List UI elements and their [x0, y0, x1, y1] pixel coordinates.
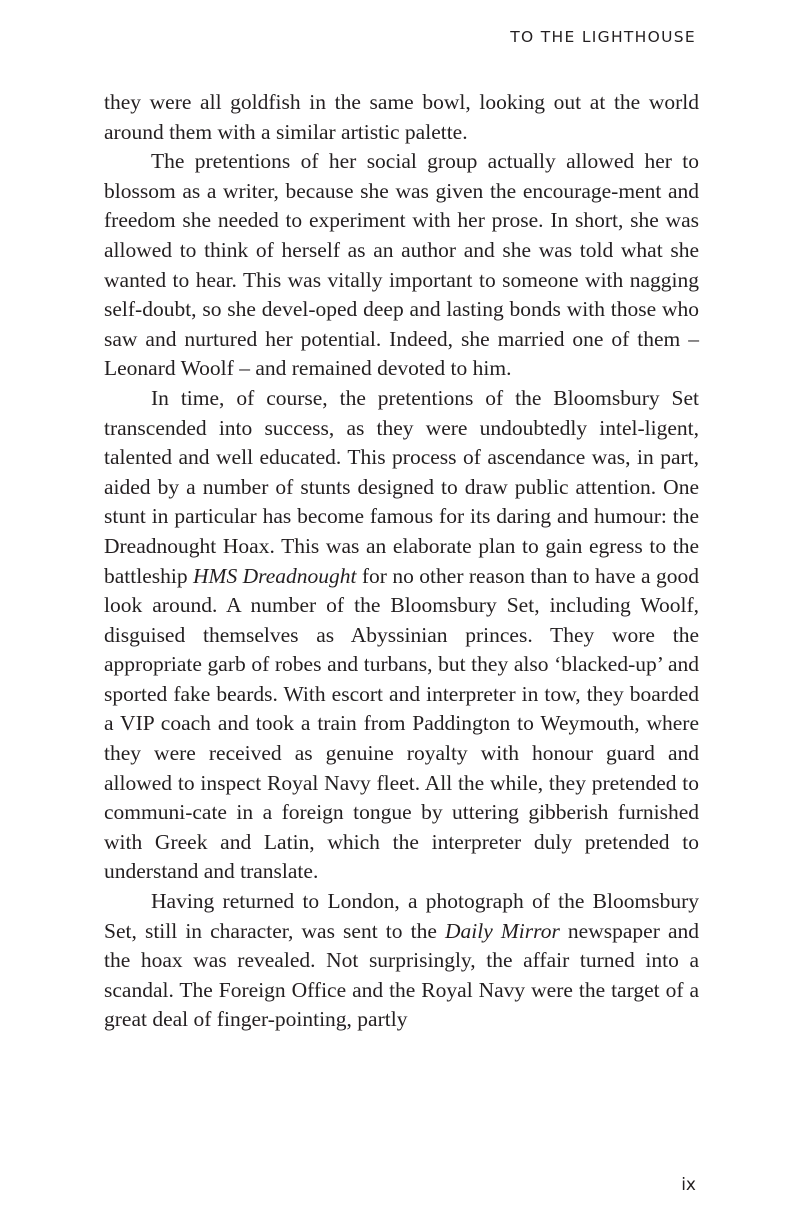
page-body	[104, 88, 699, 1035]
paragraph-3-text-a: In time, of course, the pretentions of the Bloomsbury Set transcended into success, as they were undoubtedly intel-ligent, talented and well educated. This process of ascendance was, in part, aided by a number of stunts designed to draw public attention. One stunt in particular has become famous for its daring and humour: the Dreadnought Hoax. This was an elaborate plan to gain egress to the battleship	[104, 385, 699, 588]
paragraph-2: The pretentions of her social group actually allowed her to blossom as a writer, because she was given the encourage-ment and freedom she needed to experiment with her prose. In short, she was allowed to think of herself as an author and she was told what she wanted to hear. This was vitally important to someone with nagging self-doubt, so she devel-oped deep and lasting bonds with those who saw and nurtured her potential. Indeed, she married one of them – Leonard Woolf – and remained devoted to him.	[104, 149, 699, 381]
paragraph-3-text-b: for no other reason than to have a good look around. A number of the Bloomsbury Set, including Woolf, disguised themselves as Abyssinian princes. They wore the appropriate garb of robes and turbans, but they also ‘blacked-up’ and sported fake beards. With escort and interpreter in tow, they boarded a VIP coach and took a train from Paddington to Weymouth, where they were received as genuine royalty with honour guard and allowed to inspect Royal Navy fleet. All the while, they pretended to communi-cate in a foreign tongue by uttering gibberish furnished with Greek and Latin, which the interpreter duly pretended to understand and translate.	[104, 563, 699, 884]
paragraph-4	[104, 887, 699, 1035]
paragraph-1: they were all goldfish in the same bowl, looking out at the world around them with a similar artistic palette.	[104, 90, 699, 144]
paragraph-4-text-b: newspaper and the hoax was revealed. Not surprisingly, the affair turned into a scandal. The Foreign Office and the Royal Navy were the target of a great deal of finger-pointing, partly	[104, 918, 699, 1032]
paragraph-4-text-a: Having returned to London, a photograph of the Bloomsbury Set, still in character, was sent to the	[104, 889, 699, 943]
running-head-title: TO THE LIGHTHOUSE	[510, 28, 696, 46]
page-number: ix	[681, 1175, 696, 1195]
ship-name-italic: HMS Dreadnought	[193, 563, 357, 588]
paragraph-3	[104, 384, 699, 887]
newspaper-name-italic: Daily Mirror	[445, 918, 560, 943]
